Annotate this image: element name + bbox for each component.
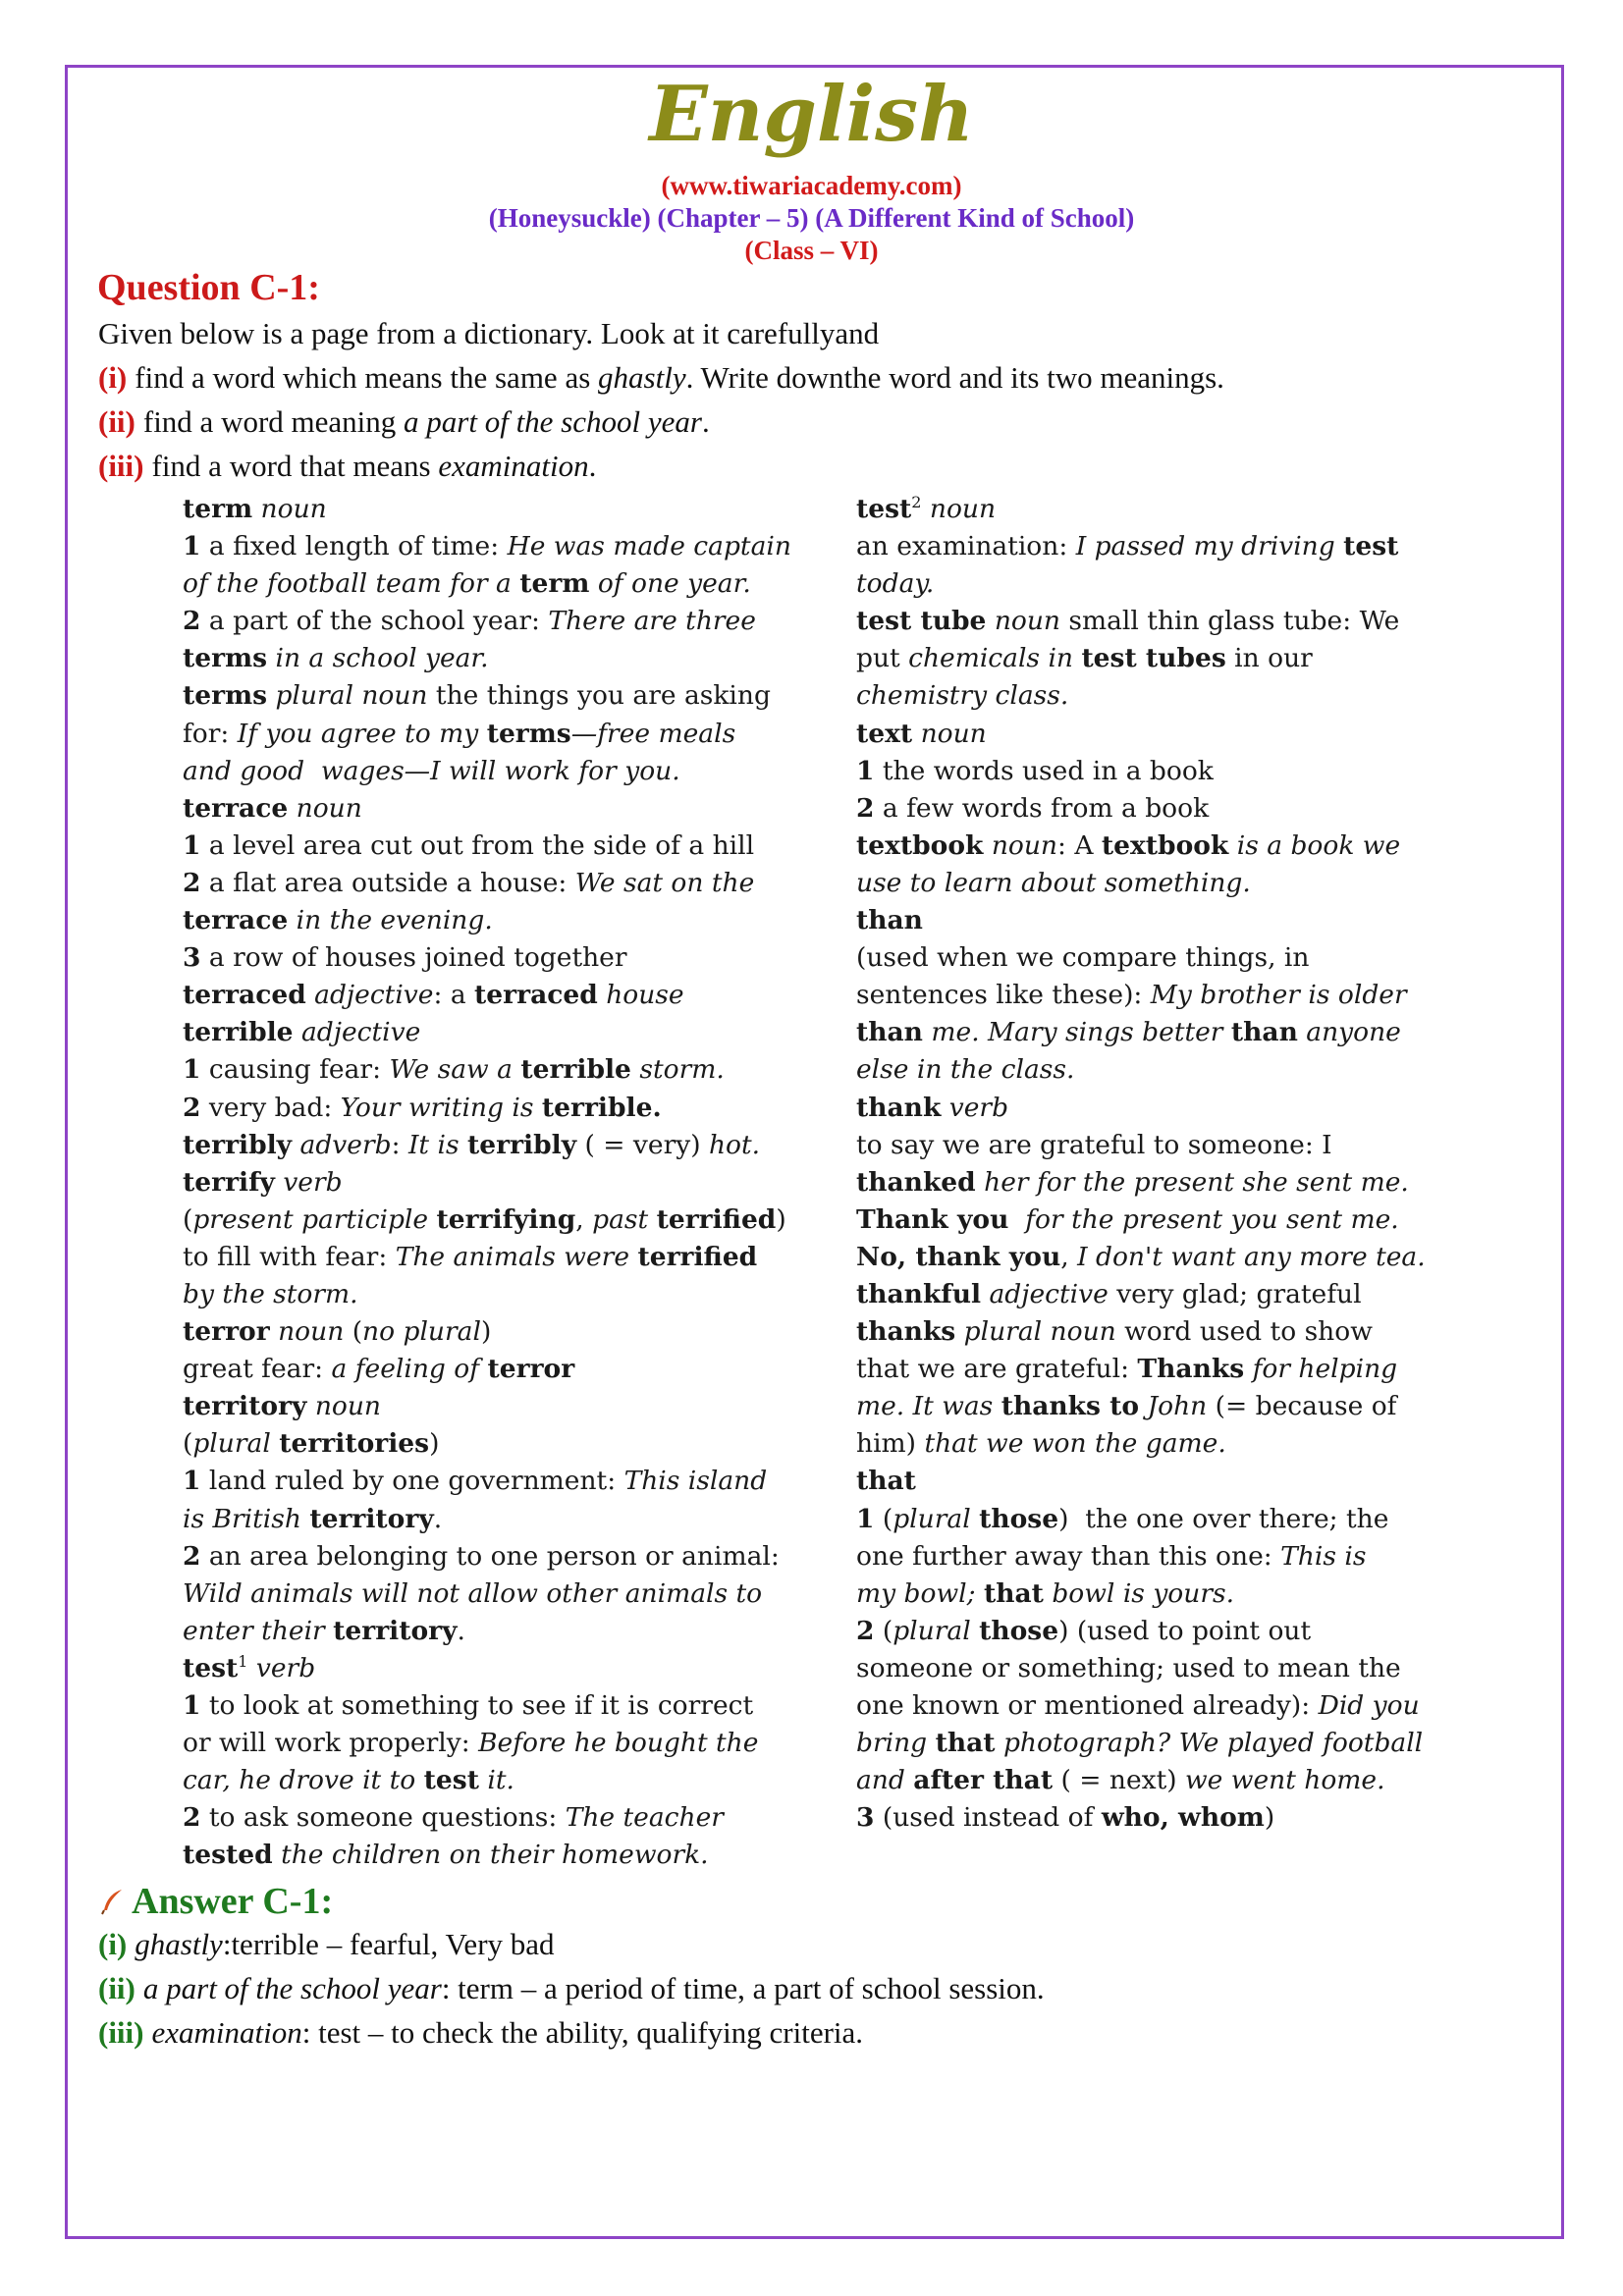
dictionary-line: 2 a flat area outside a house: We sat on the: [183, 867, 755, 898]
dictionary-line: terraced adjective: a terraced house: [183, 980, 684, 1011]
dictionary-line: text noun: [856, 718, 987, 749]
dictionary-line: than me. Mary sings better than anyone: [856, 1017, 1401, 1048]
dictionary-line: and good wages—I will work for you.: [183, 755, 680, 786]
dictionary-line: 2 (plural those) (used to point out: [856, 1615, 1312, 1646]
dictionary-line: 1 a level area cut out from the side of a hill: [183, 829, 755, 861]
answer-item: (iii) examination: test – to check the ability, qualifying criteria.: [98, 2015, 864, 2050]
dictionary-line: 2 a part of the school year: There are three: [183, 606, 756, 637]
item-number: (iii): [98, 449, 144, 483]
dictionary-line: terms in a school year.: [183, 643, 489, 674]
question-heading: Question C-1:: [97, 267, 320, 308]
dictionary-line: 3 a row of houses joined together: [183, 942, 627, 974]
dictionary-line: and after that ( = next) we went home.: [856, 1765, 1385, 1796]
item-number: (iii): [98, 2015, 144, 2050]
dictionary-line: 1 to look at something to see if it is correct: [183, 1690, 754, 1721]
page-title: English: [649, 70, 974, 159]
class-info: (Class – VI): [744, 236, 879, 265]
dictionary-line: test tube noun small thin glass tube: We: [856, 606, 1400, 637]
dictionary-line: test$^1$ verb: [183, 1652, 316, 1683]
dictionary-line: 2 very bad: Your writing is terrible.: [183, 1092, 662, 1123]
dictionary-line: of the football team for a term of one year.: [183, 568, 751, 600]
dictionary-line: else in the class.: [856, 1054, 1075, 1086]
dictionary-line: than: [856, 905, 923, 936]
dictionary-line: terror noun (no plural): [183, 1316, 492, 1348]
dictionary-line: for: If you agree to my terms—free meals: [183, 718, 736, 749]
dictionary-line: No, thank you, I don't want any more tea.: [856, 1241, 1426, 1272]
dictionary-line: terribly adverb: It is terribly ( = very) hot.: [183, 1129, 761, 1160]
question-item: (i) find a word which means the same as ghastly. Write downthe word and its two meanings.: [98, 360, 1224, 395]
dictionary-line: great fear: a feeling of terror: [183, 1354, 575, 1385]
dictionary-line: terrify verb: [183, 1166, 343, 1198]
item-number: (ii): [98, 404, 135, 439]
dictionary-right-column: [856, 491, 1455, 1837]
dictionary-line: use to learn about something.: [856, 867, 1251, 898]
dictionary-line: textbook noun: A textbook is a book we: [856, 829, 1401, 861]
dictionary-line: Wild animals will not allow other animals to: [183, 1577, 763, 1609]
item-number: (i): [98, 1927, 128, 1961]
item-number: (i): [98, 360, 128, 395]
question-item: (ii) find a word meaning a part of the school year.: [98, 404, 710, 439]
dictionary-line: territory noun: [183, 1391, 381, 1422]
dictionary-line: test$^2$ noun: [856, 493, 997, 524]
quill-icon: [98, 1886, 128, 1923]
dictionary-line: tested the children on their homework.: [183, 1840, 709, 1871]
dictionary-line: him) that we won the game.: [856, 1428, 1226, 1460]
dictionary-line: to fill with fear: The animals were terrified: [183, 1241, 758, 1272]
dictionary-line: term noun: [183, 494, 327, 524]
dictionary-line: 3 (used instead of who, whom): [856, 1802, 1275, 1834]
dictionary-line: (plural territories): [183, 1428, 440, 1460]
dictionary-line: 2 a few words from a book: [856, 792, 1210, 824]
dictionary-line: thanks plural noun word used to show: [856, 1316, 1373, 1348]
dictionary-line: terms plural noun the things you are asking: [183, 680, 771, 712]
dictionary-line: 1 the words used in a book: [856, 755, 1214, 786]
dictionary-line: one known or mentioned already): Did you: [856, 1690, 1420, 1721]
dictionary-line: someone or something; used to mean the: [856, 1652, 1401, 1683]
dictionary-line: is British territory.: [183, 1503, 443, 1534]
dictionary-line: sentences like these): My brother is older: [856, 980, 1407, 1011]
dictionary-line: 1 a fixed length of time: He was made captain: [183, 531, 791, 562]
question-item: (iii) find a word that means examination.: [98, 449, 597, 483]
question-intro: Given below is a page from a dictionary. Look at it carefullyand: [98, 316, 880, 350]
dictionary-line: 1 (plural those) the one over there; the: [856, 1503, 1389, 1534]
dictionary-line: that we are grateful: Thanks for helping: [856, 1354, 1398, 1385]
dictionary-line: thank verb: [856, 1092, 1009, 1123]
answer-item: (ii) a part of the school year: term – a period of time, a part of school session.: [98, 1971, 1045, 2005]
dictionary-line: terrace noun: [183, 792, 362, 824]
dictionary-line: 2 an area belonging to one person or animal:: [183, 1540, 780, 1572]
dictionary-line: me. It was thanks to John (= because of: [856, 1391, 1397, 1422]
chapter-info: (Honeysuckle) (Chapter – 5) (A Different Kind of School): [488, 203, 1135, 233]
dictionary-line: thankful adjective very glad; grateful: [856, 1278, 1362, 1309]
answer-item: (i) ghastly:terrible – fearful, Very bad: [98, 1927, 555, 1961]
dictionary-line: enter their territory.: [183, 1615, 465, 1646]
dictionary-line: terrace in the evening.: [183, 905, 493, 936]
item-number: (ii): [98, 1971, 135, 2005]
dictionary-line: Thank you for the present you sent me.: [856, 1203, 1399, 1235]
dictionary-line: to say we are grateful to someone: I: [856, 1129, 1332, 1160]
dictionary-line: an examination: I passed my driving test: [856, 531, 1399, 562]
dictionary-line: one further away than this one: This is: [856, 1540, 1367, 1572]
dictionary-line: (used when we compare things, in: [856, 942, 1310, 974]
dictionary-line: by the storm.: [183, 1278, 358, 1309]
dictionary-left-column: [183, 491, 801, 1874]
dictionary-line: 2 to ask someone questions: The teacher: [183, 1802, 724, 1834]
dictionary-line: chemistry class.: [856, 680, 1069, 712]
dictionary-line: 1 causing fear: We saw a terrible storm.: [183, 1054, 725, 1086]
dictionary-line: terrible adjective: [183, 1017, 421, 1048]
dictionary-line: put chemicals in test tubes in our: [856, 643, 1313, 674]
answer-heading: Answer C-1:: [98, 1883, 333, 1923]
dictionary-line: today.: [856, 568, 935, 600]
dictionary-line: 1 land ruled by one government: This island: [183, 1466, 768, 1497]
dictionary-line: thanked her for the present she sent me.: [856, 1166, 1409, 1198]
website-url: (www.tiwariacademy.com): [661, 171, 962, 200]
dictionary-line: (present participle terrifying, past terrified): [183, 1203, 786, 1235]
dictionary-line: that: [856, 1466, 916, 1497]
dictionary-line: or will work properly: Before he bought the: [183, 1728, 759, 1759]
dictionary-line: my bowl; that bowl is yours.: [856, 1577, 1235, 1609]
dictionary-line: car, he drove it to test it.: [183, 1765, 514, 1796]
dictionary-line: bring that photograph? We played football: [856, 1728, 1424, 1759]
